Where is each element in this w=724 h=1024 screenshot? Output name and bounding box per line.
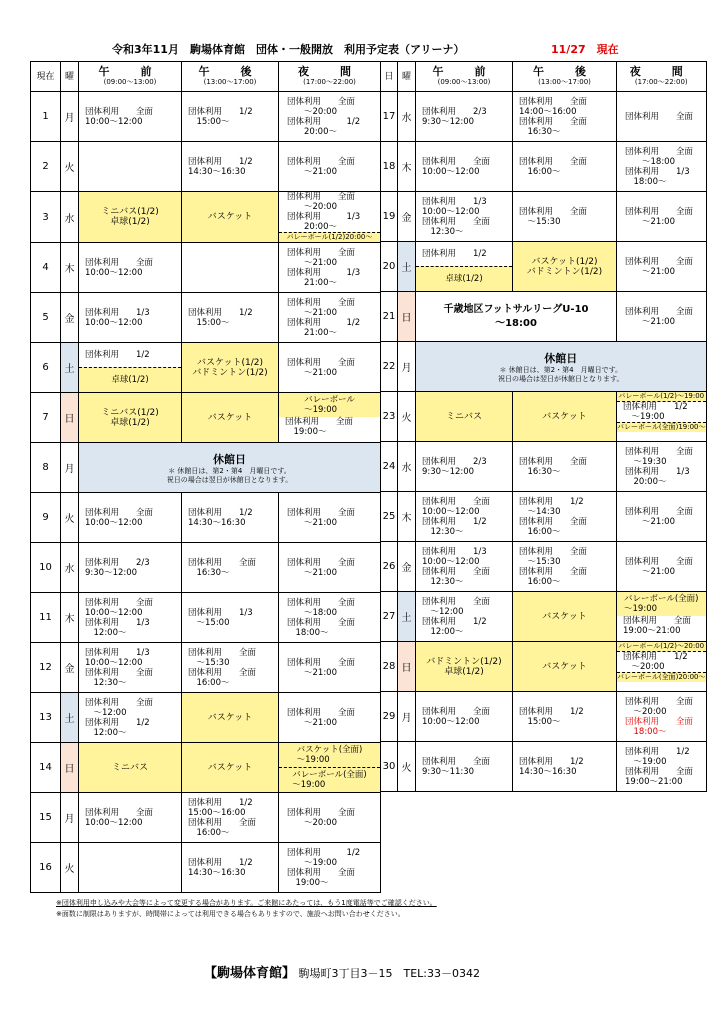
header-evening: 夜 間 (17:00～22:00) [617,62,707,92]
schedule-table-right [380,61,707,792]
slot-text: 団体利用 全面 ～21:00 [287,357,356,378]
slot-text: 団体利用 全面 ～21:00 団体利用 1/2 21:00～ [287,297,361,338]
slot-am [79,693,182,743]
weekday: 金 [398,192,416,242]
slot-text: 団体利用 1/2 [79,343,181,367]
day-number: 19 [381,192,398,242]
slot-text: 団体利用 全面 ～21:00 [287,557,356,578]
closed-title: 休館日 [544,351,578,365]
slot-ev [279,793,381,843]
slot-text: バスケット(1/2) バドミントン(1/2) [526,256,603,277]
weekday: 水 [398,92,416,142]
slot-text: ミニバス [445,411,482,422]
slot-text: バスケット [542,661,587,672]
schedule-row [31,793,381,843]
weekday: 月 [61,92,79,142]
slot-pm [182,793,279,843]
slot-text: 団体利用 1/3 10:00～12:00 団体利用 全面 12:30～ [422,196,491,237]
slot-ev [617,692,707,742]
day-number: 11 [31,593,61,643]
slot-text: 団体利用 1/2 14:30～16:30 [519,756,584,777]
slot-text: 卓球(1/2) [416,266,512,291]
schedule-row [31,643,381,693]
schedule-row [381,292,707,342]
day-number: 13 [31,693,61,743]
day-number: 24 [381,442,398,492]
slot-ev [279,643,381,693]
day-number: 21 [381,292,398,342]
slot-pm [513,392,617,442]
header-weekday: 曜 [398,62,416,92]
weekday: 火 [398,742,416,792]
weekday: 日 [61,393,79,443]
schedule-row [31,92,381,142]
schedule-row [31,393,381,443]
slot-pm [513,592,617,642]
slot-text: 団体利用 全面 16:30～ [188,557,257,578]
header-am: 午 前 (09:00～13:00) [79,62,182,92]
slot-ev [279,843,381,893]
slot-text: バスケット [542,611,587,622]
note-2: ※面数に制限はありますが、時間帯によっては利用できる場合もありますので、施設へお問い合わせください。 [56,910,405,918]
header-genzai: 現在 [31,62,61,92]
schedule-row [381,542,707,592]
slot-pm [513,442,617,492]
weekday: 月 [398,692,416,742]
slot-text: 団体利用 全面 ～21:00 団体利用 1/3 21:00～ [287,247,361,288]
day-number: 18 [381,142,398,192]
day-number: 25 [381,492,398,542]
slot-text: 団体利用 1/2 ～19:00 団体利用 全面 19:00～21:00 [625,746,694,787]
slot-am [79,593,182,643]
slot-text: 団体利用 全面 19:00～21:00 [623,616,692,636]
slot-text: バスケット [542,411,587,422]
weekday: 水 [61,543,79,593]
slot-ev [617,642,707,692]
slot-pm [182,843,279,893]
schedule-row [381,742,707,792]
day-number: 27 [381,592,398,642]
schedule-row [381,592,707,642]
schedule-table-left [30,61,381,893]
slot-am [79,142,182,192]
footer [204,962,480,981]
slot-pm [182,343,279,393]
day-number: 23 [381,392,398,442]
slot-text: 団体利用 1/2 14:30～16:30 [188,156,253,177]
weekday: 土 [61,693,79,743]
slot-ev [617,242,707,292]
day-number: 10 [31,543,61,593]
day-number: 26 [381,542,398,592]
weekday: 水 [61,192,79,243]
slot-text: バドミントン(1/2) 卓球(1/2) [426,656,502,677]
schedule-row [381,92,707,142]
slot-text: 団体利用 全面 ～19:30 団体利用 1/3 20:00～ [625,446,694,487]
slot-text: 団体利用 全面 10:00～12:00 団体利用 1/3 12:00～ [85,597,154,638]
slot-text: 団体利用 1/2 15:00～16:00 団体利用 全面 16:00～ [188,797,257,838]
slot-text: 団体利用 全面 ～12:00 団体利用 1/2 12:00～ [85,697,154,738]
slot-text: 団体利用 全面 ～20:00 [287,807,356,828]
slot-ev [279,192,381,243]
slot-pm [513,692,617,742]
slot-am [416,192,513,242]
notes [56,898,437,920]
schedule-row [31,693,381,743]
slot-text: 団体利用 全面 16:30～ [519,456,588,477]
day-number: 1 [31,92,61,142]
slot-ev [617,142,707,192]
slot-text: 団体利用 1/2 [416,242,512,266]
schedule-row [31,293,381,343]
closed-note-2: 祝日の場合は翌日が休館日となります。 [166,475,293,484]
weekday: 木 [398,492,416,542]
schedule-row [381,642,707,692]
slot-text: 団体利用 1/2 ～20:00 [623,652,688,672]
schedule-row [381,692,707,742]
slot-text: 団体利用 全面 10:00～12:00 [422,156,491,177]
slot-text: 団体利用 全面 ～18:00 団体利用 全面 18:00～ [287,597,356,638]
slot-text: 団体利用 全面 19:00～ [285,417,354,437]
slot-text: 団体利用 1/2 15:00～ [188,106,253,127]
slot-text: 団体利用 全面 14:00～16:00 団体利用 全面 16:30～ [519,96,588,137]
slot-ev [279,293,381,343]
schedule-row [381,392,707,442]
weekday: 金 [61,643,79,693]
schedule-row [31,243,381,293]
slot-text: 団体利用 1/2 ～19:00 [623,402,688,422]
header-evening: 夜 間 (17:00～22:00) [279,62,381,92]
slot-text: 団体利用 全面 ～20:00 団体利用 1/2 20:00～ [287,96,361,137]
facility-name: 【駒場体育館】 [204,966,296,981]
slot-am [79,393,182,443]
slot-text: バレーボール(全面)20:00～ [617,673,706,681]
header-pm: 午 後 (13:00～17:00) [182,62,279,92]
slot-pm [182,693,279,743]
schedule-row [381,142,707,192]
slot-text: バスケット [207,412,253,423]
schedule-row [381,492,707,542]
day-number: 16 [31,843,61,893]
slot-text: 団体利用 1/2 14:30～16:30 [188,857,253,878]
closed-note-2: 祝日の場合は翌日が休館日となります。 [498,374,624,383]
slot-text: 団体利用 1/3 ～15:00 [188,607,253,628]
weekday: 水 [398,442,416,492]
event-text: 千歳地区フットサルリーグU-10 ～18:00 [443,303,589,329]
slot-text: 団体利用 1/3 10:00～12:00 団体利用 全面 12:30～ [85,647,154,688]
slot-text: 団体利用 全面 10:00～12:00 [85,507,154,528]
day-number: 15 [31,793,61,843]
slot-text: 団体利用 全面 ～21:00 [625,256,694,277]
slot-ev [617,592,707,642]
schedule-row [31,543,381,593]
slot-ev [617,392,707,442]
weekday: 土 [398,592,416,642]
weekday: 土 [61,343,79,393]
slot-text: 団体利用 全面 ～21:00 [287,707,356,728]
slot-text-red: 団体利用 全面 18:00～ [625,716,694,737]
slot-text: 団体利用 1/2 15:00～ [188,307,253,328]
slot-pm [182,743,279,793]
slot-text: 団体利用 1/3 10:00～12:00 団体利用 全面 12:30～ [422,546,491,587]
document-title: 令和3年11月 駒場体育館 団体・一般開放 利用予定表（アリーナ） [112,43,465,56]
slot-pm [182,92,279,142]
slot-am [416,642,513,692]
note-1: ※団体利用申し込みや大会等によって変更する場合があります。ご来館にあたっては、もう1度電話等でご確認ください。 [56,899,437,907]
slot-text: バスケット(全面) ～19:00 [279,743,380,767]
slot-am [79,493,182,543]
slot-ev [279,92,381,142]
closed-note-1: ＊ 休館日は、第2・第4 月曜日です。 [499,365,623,374]
closed-day-cell [79,443,381,493]
slot-text: 団体利用 全面 ～15:30 団体利用 全面 16:00～ [188,647,257,688]
slot-text: 団体利用 1/2 15:00～ [519,706,584,727]
slot-text: バスケット [207,762,253,773]
slot-am [416,542,513,592]
slot-text: 団体利用 全面 ～21:00 [625,206,694,227]
day-number: 28 [381,642,398,692]
slot-text: 団体利用 全面 10:00～12:00 [422,706,491,727]
slot-ev [617,442,707,492]
slot-am [79,293,182,343]
slot-ev [279,493,381,543]
closed-note-1: ＊ 休館日は、第2・第4 月曜日です。 [168,466,291,475]
slot-pm [182,493,279,543]
slot-ev [279,142,381,192]
slot-text: バスケット [207,212,253,222]
slot-text: 団体利用 全面 ～21:00 [625,306,694,327]
weekday: 木 [398,142,416,192]
day-number: 22 [381,342,398,392]
schedule-row [31,192,381,243]
slot-text: バスケット [207,712,253,723]
slot-text: 卓球(1/2) [79,367,181,392]
slot-ev [279,693,381,743]
slot-ev [617,92,707,142]
slot-text: 団体利用 2/3 9:30～12:00 [422,106,487,127]
slot-am [416,242,513,292]
slot-text: 団体利用 全面 ～21:00 [287,156,356,177]
day-number: 17 [381,92,398,142]
slot-pm [513,142,617,192]
slot-am [79,643,182,693]
slot-text: 団体利用 全面 ～15:30 団体利用 全面 16:00～ [519,546,588,587]
day-number: 4 [31,243,61,293]
slot-pm [513,742,617,792]
schedule-row [381,192,707,242]
slot-ev [279,743,381,793]
slot-text: バレーボール(1/2)～20:00 [618,642,705,650]
slot-text: バレーボール(全面)19:00～ [617,423,706,431]
slot-text: 団体利用 全面 ～21:00 [287,657,356,678]
slot-pm [182,643,279,693]
weekday: 土 [398,242,416,292]
slot-am [416,692,513,742]
slot-am [416,592,513,642]
slot-am [79,343,182,393]
slot-am [79,243,182,293]
slot-text: 団体利用 1/2 ～14:30 団体利用 全面 16:00～ [519,496,588,537]
header-pm: 午 後 (13:00～17:00) [513,62,617,92]
slot-text: ミニバス [111,762,148,773]
slot-text: 団体利用 2/3 9:30～12:00 [422,456,487,477]
slot-text: 団体利用 全面 ～21:00 [625,506,694,527]
weekday: 火 [398,392,416,442]
slot-ev [279,343,381,393]
slot-pm [182,142,279,192]
weekday: 月 [398,342,416,392]
slot-text: バレーボール(1/2)20:00～ [279,232,380,242]
slot-text: 団体利用 全面 ～18:00 団体利用 1/3 18:00～ [625,146,694,187]
day-number: 14 [31,743,61,793]
slot-pm [513,192,617,242]
slot-text: 団体利用 全面 10:00～12:00 [85,106,154,127]
header-day: 日 [381,62,398,92]
weekday: 日 [398,642,416,692]
slot-ev [617,192,707,242]
weekday: 日 [61,743,79,793]
slot-text: 団体利用 1/2 14:30～16:30 [188,507,253,528]
weekday: 木 [61,243,79,293]
slot-text: 団体利用 全面 ～20:00 [625,696,694,717]
header-weekday: 曜 [61,62,79,92]
slot-pm [182,192,279,243]
day-number: 2 [31,142,61,192]
slot-text: バレーボール(全面) ～19:00 [279,767,380,792]
slot-text: 団体利用 全面 10:00～12:00 [85,257,154,278]
slot-am [416,392,513,442]
facility-address: 駒場町3丁目3－15 TEL:33－0342 [298,967,481,980]
slot-pm [513,492,617,542]
slot-am [416,142,513,192]
day-number: 6 [31,343,61,393]
slot-pm [182,393,279,443]
slot-pm [513,642,617,692]
slot-ev [279,593,381,643]
slot-text: ミニバス(1/2) 卓球(1/2) [101,207,159,227]
slot-am [416,92,513,142]
day-number: 9 [31,493,61,543]
closed-day-cell [416,342,707,392]
slot-text: 団体利用 2/3 9:30～12:00 [85,557,150,578]
weekday: 金 [61,293,79,343]
day-number: 30 [381,742,398,792]
slot-pm [182,593,279,643]
slot-pm [182,243,279,293]
slot-pm [182,543,279,593]
day-number: 5 [31,293,61,343]
schedule-row [381,242,707,292]
slot-ev [279,543,381,593]
schedule-row [381,342,707,392]
weekday: 火 [61,843,79,893]
header-am: 午 前 (09:00～13:00) [416,62,513,92]
day-number: 20 [381,242,398,292]
schedule-row [31,443,381,493]
slot-pm [513,92,617,142]
slot-am [416,742,513,792]
day-number: 8 [31,443,61,493]
slot-text: 団体利用 全面 ～21:00 [625,556,694,577]
weekday: 日 [398,292,416,342]
slot-ev [617,292,707,342]
weekday: 火 [61,142,79,192]
slot-text: 団体利用 1/2 ～19:00 団体利用 全面 19:00～ [287,847,361,888]
schedule-row [31,843,381,893]
slot-am [416,492,513,542]
slot-text: バレーボール(1/2)～19:00 [618,392,705,400]
schedule-row [31,142,381,192]
slot-ev [279,243,381,293]
slot-text: 団体利用 全面 16:00～ [519,156,588,177]
slot-pm [182,293,279,343]
slot-pm [513,542,617,592]
slot-ev [279,393,381,443]
slot-am [79,192,182,243]
as-of-date: 11/27 現在 [551,43,619,56]
weekday: 火 [61,493,79,543]
schedule-row [381,442,707,492]
slot-ev [617,492,707,542]
slot-text: 団体利用 1/3 10:00～12:00 [85,307,150,328]
document-title-bar [0,41,724,59]
schedule-row [31,493,381,543]
slot-text: 団体利用 全面 ～21:00 [287,507,356,528]
slot-text: 団体利用 全面 ～20:00 団体利用 1/3 20:00～ [287,192,361,232]
event-cell-am-pm [416,292,617,342]
slot-am [79,92,182,142]
slot-ev [617,742,707,792]
slot-am [79,843,182,893]
slot-text: 団体利用 全面 10:00～12:00 [85,807,154,828]
schedule-row [31,743,381,793]
slot-text: 団体利用 全面 [625,111,694,122]
slot-text: 団体利用 全面 ～15:30 [519,206,588,227]
weekday: 金 [398,542,416,592]
slot-text: バレーボール(全面) ～19:00 [617,592,706,616]
slot-ev [617,542,707,592]
schedule-row [31,593,381,643]
slot-text: バレーボール ～19:00 [279,393,380,417]
slot-text: バスケット(1/2) バドミントン(1/2) [192,357,268,378]
weekday: 月 [61,793,79,843]
schedule-row [31,343,381,393]
slot-am [79,743,182,793]
slot-am [79,543,182,593]
slot-text: 団体利用 全面 10:00～12:00 団体利用 1/2 12:30～ [422,496,491,537]
slot-am [416,442,513,492]
weekday: 月 [61,443,79,493]
slot-text: 団体利用 全面 ～12:00 団体利用 1/2 12:00～ [422,596,491,637]
day-number: 12 [31,643,61,693]
weekday: 木 [61,593,79,643]
slot-pm [513,242,617,292]
day-number: 7 [31,393,61,443]
closed-title: 休館日 [213,452,246,466]
day-number: 29 [381,692,398,742]
day-number: 3 [31,192,61,243]
slot-text: ミニバス(1/2) 卓球(1/2) [101,407,159,428]
slot-text: 団体利用 全面 9:30～11:30 [422,756,491,777]
slot-am [79,793,182,843]
